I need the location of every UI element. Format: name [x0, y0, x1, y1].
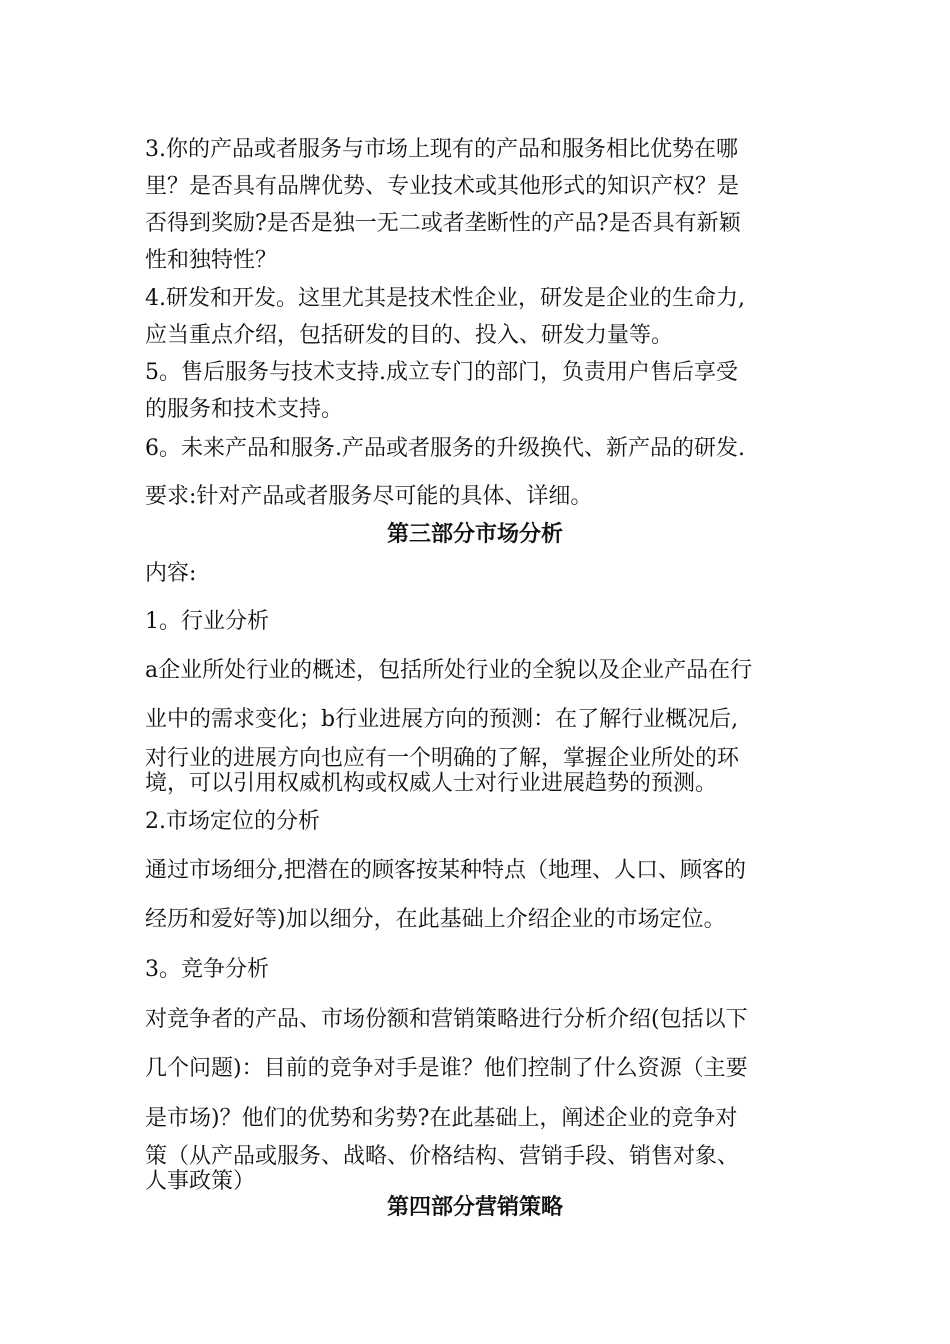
paragraph-3-line-4: 性和独特性？	[145, 248, 278, 273]
competition-analysis-line-2: 几个问题)：目前的竞争对手是谁？他们控制了什么资源（主要	[145, 1056, 748, 1081]
market-positioning-title: 2.市场定位的分析	[145, 809, 320, 834]
competition-analysis-line-5: 人事政策）	[145, 1169, 256, 1194]
market-positioning-line-2: 经历和爱好等)加以细分，在此基础上介绍企业的市场定位。	[145, 907, 726, 932]
content-label: 内容:	[145, 561, 197, 586]
paragraph-3-line-3: 否得到奖励?是否是独一无二或者垄断性的产品?是否具有新颖	[145, 211, 741, 236]
competition-analysis-line-4: 策（从产品或服务、战略、价格结构、营销手段、销售对象、	[145, 1144, 740, 1169]
paragraph-3-line-2: 里？是否具有品牌优势、专业技术或其他形式的知识产权？是	[145, 174, 740, 199]
paragraph-4-line-2: 应当重点介绍，包括研发的目的、投入、研发力量等。	[145, 323, 674, 348]
paragraph-5-line-2: 的服务和技术支持。	[145, 397, 344, 422]
industry-analysis-title: 1。行业分析	[145, 609, 269, 634]
paragraph-5-line-1: 5。售后服务与技术支持.成立专门的部门，负责用户售后享受	[145, 360, 738, 385]
section-heading-3: 第三部分市场分析	[386, 522, 563, 547]
industry-analysis-line-4: 境，可以引用权威机构或权威人士对行业进展趋势的预测。	[145, 771, 718, 796]
industry-analysis-line-3: 对行业的进展方向也应有一个明确的了解，掌握企业所处的环	[145, 746, 740, 771]
market-positioning-line-1: 通过市场细分,把潜在的顾客按某种特点（地理、人口、顾客的	[145, 858, 746, 883]
paragraph-3-line-1: 3.你的产品或者服务与市场上现有的产品和服务相比优势在哪	[145, 137, 738, 162]
requirement-text: 要求:针对产品或者服务尽可能的具体、详细。	[145, 484, 593, 509]
competition-analysis-line-3: 是市场)？他们的优势和劣势?在此基础上，阐述企业的竞争对	[145, 1106, 738, 1131]
paragraph-4-line-1: 4.研发和开发。这里尤其是技术性企业，研发是企业的生命力,	[145, 286, 745, 311]
competition-analysis-title: 3。竞争分析	[145, 957, 269, 982]
industry-analysis-line-1: a企业所处行业的概述，包括所处行业的全貌以及企业产品在行	[145, 658, 753, 683]
competition-analysis-line-1: 对竞争者的产品、市场份额和营销策略进行分析介绍(包括以下	[145, 1007, 748, 1032]
industry-analysis-line-2: 业中的需求变化；b行业进展方向的预测：在了解行业概况后,	[145, 707, 739, 732]
section-heading-4: 第四部分营销策略	[386, 1195, 563, 1220]
paragraph-6: 6。未来产品和服务.产品或者服务的升级换代、新产品的研发.	[145, 436, 745, 461]
